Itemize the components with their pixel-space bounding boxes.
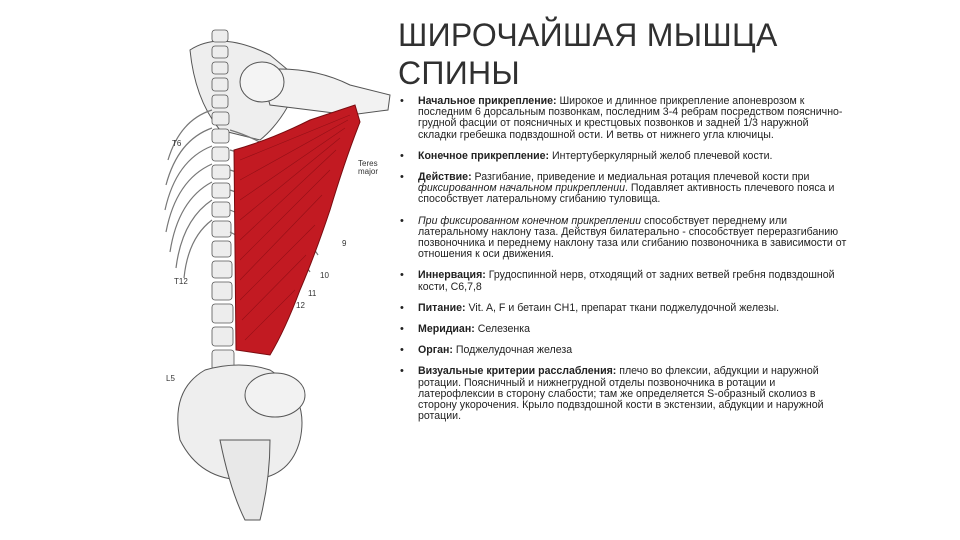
list-item-action — [398, 172, 850, 206]
list-item-meridian — [398, 324, 850, 335]
label-11: 11 — [308, 289, 317, 298]
sacrum-shape — [220, 440, 270, 520]
item-text: Поджелудочная железа — [452, 344, 573, 357]
item-text: Селезенка — [474, 323, 530, 336]
item-italic: При фиксированном конечном прикреплении — [418, 214, 642, 227]
item-text: Широкое и длинное прикрепление апоневрозом к последним 6 дорсальным позвонкам, последним 3-4 ребрам посредством пояснично-грудной фасции от поясничных и крестцовых позвонков и задней 1/3 наружной складки гребешка подвздошной ости. И ветвь от нижнего угла ключицы. — [418, 95, 843, 141]
label-l5: L5 — [166, 374, 175, 383]
title-line-2: СПИНЫ — [398, 55, 521, 91]
label-teres-major: Teres major — [358, 159, 379, 176]
list-item-nutrition — [398, 303, 850, 314]
item-italic: фиксированном начальном прикреплении — [418, 182, 625, 195]
latissimus-dorsi-muscle — [234, 105, 360, 355]
label-t6: T6 — [172, 139, 182, 148]
item-text-2: . Подавляет активность плечевого пояса и способствует латеральному сгибанию туловища. — [418, 182, 835, 206]
item-text: Vit. A, F и бетаин CH1, препарат ткани поджелудочной железы. — [465, 301, 780, 314]
label-10: 10 — [320, 271, 329, 280]
list-item-visual-criteria — [398, 366, 850, 422]
item-text: плечо во флексии, абдукции и наружной ротации. Поясничный и нижнегрудной отделы позвоночника в ротации и латерофлексии в сторону слабости; там же определяется S-образный сколиоз в сторону укорочения. Крыло подвздошной кости в экстензии, абдукции и наружной ротации. — [418, 365, 824, 423]
list-item-organ — [398, 345, 850, 356]
label-12: 12 — [296, 301, 305, 310]
bullet-list — [398, 96, 850, 432]
page-title — [398, 16, 918, 92]
label-9: 9 — [342, 239, 347, 248]
item-label: Начальное прикрепление: — [418, 95, 557, 107]
humeral-head-shape — [240, 62, 284, 102]
list-item-insertion — [398, 151, 850, 162]
list-item-origin — [398, 96, 850, 141]
item-label: Орган: — [418, 344, 453, 357]
list-item-innervation — [398, 270, 850, 292]
item-label: Конечное прикрепление: — [418, 149, 550, 162]
iliac-crest-shape — [245, 373, 305, 417]
item-label: Питание: — [418, 301, 466, 314]
title-line-1: ШИРОЧАЙШАЯ МЫШЦА — [398, 17, 778, 53]
item-label: Меридиан: — [418, 323, 475, 336]
latissimus-dorsi-illustration — [150, 10, 395, 535]
item-text: Интертуберкулярный желоб плечевой кости. — [549, 149, 773, 162]
item-text: Грудоспинной нерв, отходящий от задних ветвей гребня подвздошной кости, C6,7,8 — [418, 269, 835, 293]
item-label: Действие: — [418, 171, 472, 184]
item-text: Разгибание, приведение и медиальная ротация плечевой кости при — [471, 171, 810, 184]
list-item-fixed-insertion — [398, 216, 850, 261]
item-label: Визуальные критерии расслабления: — [418, 365, 617, 378]
label-t12: T12 — [174, 277, 188, 286]
item-label: Иннервация: — [418, 269, 486, 282]
item-text: способствует переднему или латеральному наклону таза. Действуя билатерально - способствует переразгибанию позвоночника и переднему наклону таза или сгибанию позвоночника в зависимости от отношения к оси движения. — [418, 214, 847, 261]
anatomy-svg — [150, 10, 395, 535]
